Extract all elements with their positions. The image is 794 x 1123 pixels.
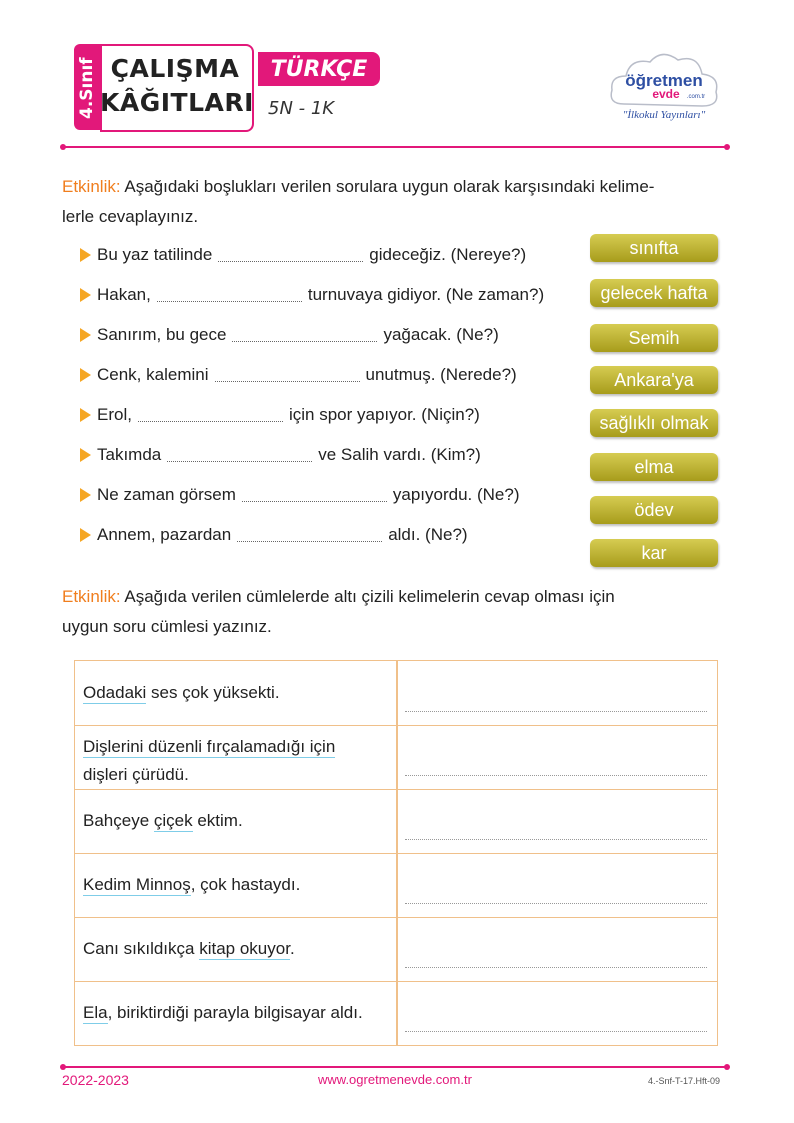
answer-blank[interactable] (237, 529, 382, 542)
item-before: Hakan, (97, 285, 151, 304)
footer-rule (62, 1066, 728, 1068)
answer-blank[interactable] (218, 249, 363, 262)
sentence-cell: Canı sıkıldıkça kitap okuyor. (83, 939, 295, 958)
item-after: gideceğiz. (Nereye?) (369, 245, 527, 264)
sentence-cell: Odadaki ses çok yüksekti. (83, 683, 280, 702)
fill-in-item (80, 244, 526, 266)
item-after: yapıyordu. (Ne?) (392, 485, 520, 504)
word-option: ödev (590, 496, 718, 524)
item-after: ve Salih vardı. (Kim?) (318, 445, 481, 464)
item-before: Sanırım, bu gece (97, 325, 227, 344)
title-line1: ÇALIŞMA (110, 54, 240, 83)
bullet-icon (80, 528, 91, 542)
underlined-phrase: Odadaki (83, 683, 147, 702)
fill-in-item (80, 404, 480, 426)
answer-line[interactable] (405, 903, 707, 904)
title-line2: KÂĞITLARI (100, 88, 254, 117)
answer-line[interactable] (405, 711, 707, 712)
rule-dot (724, 1064, 730, 1070)
footer-year: 2022-2023 (62, 1072, 129, 1088)
item-before: Takımda (97, 445, 162, 464)
bullet-icon (80, 248, 91, 262)
item-before: Cenk, kalemini (97, 365, 209, 384)
answer-blank[interactable] (167, 449, 312, 462)
underlined-phrase: Kedim Minnoş (83, 875, 191, 894)
bullet-icon (80, 328, 91, 342)
item-before: Bu yaz tatilinde (97, 245, 213, 264)
item-after: aldı. (Ne?) (388, 525, 468, 544)
underlined-phrase: Ela (83, 1003, 108, 1022)
bullet-icon (80, 488, 91, 502)
item-after: turnuvaya gidiyor. (Ne zaman?) (307, 285, 545, 304)
fill-in-item (80, 444, 481, 466)
sentence-cell: Bahçeye çiçek ektim. (83, 811, 243, 830)
underlined-phrase: kitap okuyor (199, 939, 290, 958)
fill-in-item (80, 324, 499, 346)
underlined-phrase: Dişlerini düzenli fırçalamadığı için (83, 737, 336, 756)
word-option: elma (590, 453, 718, 481)
fill-in-item (80, 364, 517, 386)
worksheet-code: 5N - 1K (268, 98, 335, 119)
logo-main: öğretmen (625, 71, 703, 90)
item-after: için spor yapıyor. (Niçin?) (288, 405, 480, 424)
bullet-icon (80, 448, 91, 462)
item-before: Annem, pazardan (97, 525, 232, 544)
grade-label: 4.Sınıf (77, 57, 97, 119)
sentence-cell: Dişlerini düzenli fırçalamadığı için dişleri çürüdü. (83, 737, 336, 784)
sentence-cell: Ela, biriktirdiği parayla bilgisayar aldı. (83, 1003, 363, 1022)
answer-blank[interactable] (215, 369, 360, 382)
activity2-instructions: Etkinlik: Aşağıda verilen cümlelerde altı çizili kelimelerin cevap olması için uygun soru cümlesi yazınız. (62, 587, 615, 636)
activity-label: Etkinlik: (62, 587, 121, 606)
publisher-logo (604, 46, 724, 128)
footer-ref: 4.-Snf-T-17.Hft-09 (648, 1076, 721, 1086)
answer-line[interactable] (405, 839, 707, 840)
word-option: Ankara'ya (590, 366, 718, 394)
subject-badge: TÜRKÇE (258, 52, 380, 86)
answer-blank[interactable] (157, 289, 302, 302)
answer-blank[interactable] (242, 489, 387, 502)
activity-label: Etkinlik: (62, 177, 121, 196)
logo-domain: .com.tr (686, 94, 706, 100)
answer-blank[interactable] (232, 329, 377, 342)
item-after: yağacak. (Ne?) (383, 325, 499, 344)
activity1-instructions: Etkinlik: Aşağıdaki boşlukları verilen sorulara uygun olarak karşısındaki kelime- lerle cevaplayınız. (62, 177, 655, 226)
word-option: gelecek hafta (590, 279, 718, 307)
bullet-icon (80, 408, 91, 422)
answer-blank[interactable] (138, 409, 283, 422)
cloud-icon (604, 46, 724, 128)
table-divider (396, 660, 398, 1046)
answer-line[interactable] (405, 1031, 707, 1032)
word-option: sağlıklı olmak (590, 409, 718, 437)
answer-line[interactable] (405, 775, 707, 776)
word-option: kar (590, 539, 718, 567)
fill-in-item (80, 524, 468, 546)
word-option: Semih (590, 324, 718, 352)
logo-tagline: "İlkokul Yayınları" (622, 109, 706, 121)
bullet-icon (80, 368, 91, 382)
fill-in-item (80, 484, 520, 506)
logo-sub: evde (652, 87, 680, 101)
footer-url[interactable]: www.ogretmenevde.com.tr (318, 1072, 472, 1087)
bullet-icon (80, 288, 91, 302)
word-option: sınıfta (590, 234, 718, 262)
answer-line[interactable] (405, 967, 707, 968)
item-before: Erol, (97, 405, 132, 424)
underlined-phrase: çiçek (153, 811, 193, 830)
fill-in-item (80, 284, 544, 306)
item-after: unutmuş. (Nerede?) (365, 365, 517, 384)
sentence-cell: Kedim Minnoş, çok hastaydı. (83, 875, 301, 894)
rule-dot (724, 144, 730, 150)
item-before: Ne zaman görsem (97, 485, 236, 504)
header-rule (62, 146, 728, 148)
